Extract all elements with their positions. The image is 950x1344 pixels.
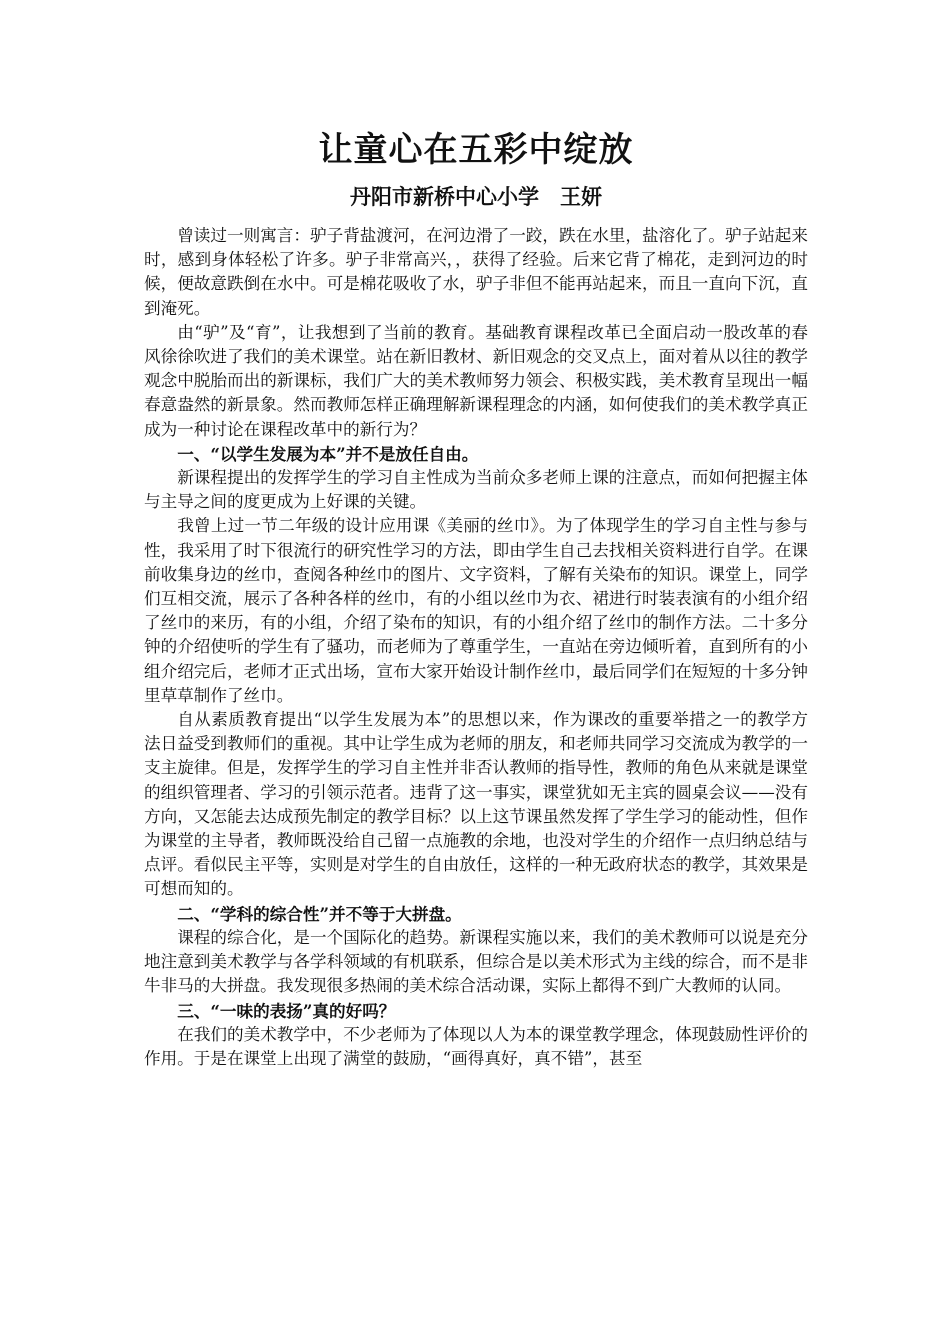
- paragraph-silk-scarf-lesson: 我曾上过一节二年级的设计应用课《美丽的丝巾》。为了体现学生的学习自主性与参与性，我采用了时下很流行的研究性学习的方法，即由学生自己去找相关资料进行自学。在课前收集身边的丝巾，查阅各种丝巾的图片、文字资料，了解有关染布的知识。课堂上，同学们互相交流，展示了各种各样的丝巾，有的小组以丝巾为衣、裙进行时装表演有的小组介绍了丝巾的来历，有的小组，介绍了染布的知识，有的小组介绍了丝巾的制作方法。二十多分钟的介绍使听的学生有了骚功，而老师为了尊重学生，一直站在旁边倾听着，直到所有的小组介绍完后，老师才正式出场，宣布大家开始设计制作丝巾，最后同学们在短短的十多分钟里草草制作了丝巾。: [144, 516, 808, 705]
- paragraph-praise: 在我们的美术教学中，不少老师为了体现以人为本的课堂教学理念，体现鼓励性评价的作用。于是在课堂上出现了满堂的鼓励，“画得真好，真不错”，甚至: [144, 1024, 808, 1068]
- section-heading-1: 一、“以学生发展为本”并不是放任自由。: [177, 443, 479, 464]
- paragraph-fable: 曾读过一则寓言：驴子背盐渡河，在河边滑了一跤，跌在水里，盐溶化了。驴子站起来时，感到身体轻松了许多。驴子非常高兴，，获得了经验。后来它背了棉花，走到河边的时候，便故意跌倒在水中。可是棉花吸收了水，驴子非但不能再站起来，而且一直向下沉，直到淹死。: [144, 226, 808, 318]
- document-body: [144, 126, 808, 1071]
- paragraph-autonomy: 新课程提出的发挥学生的学习自主性成为当前众多老师上课的注意点，而如何把握主体与主导之间的度更成为上好课的关键。: [144, 468, 808, 512]
- author-line: 丹阳市新桥中心小学 王妍: [350, 185, 602, 209]
- paragraph-integration: 课程的综合化，是一个国际化的趋势。新课程实施以来，我们的美术教师可以说是充分地注意到美术教学与各学科领域的有机联系，但综合是以美术形式为主线的综合，而不是非牛非马的大拼盘。我发现很多热闹的美术综合活动课，实际上都得不到广大教师的认同。: [144, 927, 808, 996]
- section-heading-2: 二、“学科的综合性”并不等于大拼盘。: [177, 903, 462, 924]
- section-heading-3: 三、“一味的表扬”真的好吗？: [177, 1000, 396, 1021]
- paragraph-student-centered: 自从素质教育提出“以学生发展为本”的思想以来，作为课改的重要举措之一的教学方法日益受到教师们的重视。其中让学生成为老师的朋友，和老师共同学习交流成为教学的一支主旋律。但是，发挥学生的学习自主性并非否认教师的指导性，教师的角色从来就是课堂的组织管理者、学习的引领示范者。违背了这一事实，课堂犹如无主宾的圆桌会议——没有方向，又怎能去达成预先制定的教学目标？以上这节课虽然发挥了学生学习的能动性，但作为课堂的主导者，教师既没给自己留一点施教的余地，也没对学生的介绍作一点归纳总结与点评。看似民主平等，实则是对学生的自由放任，这样的一种无政府状态的教学，其效果是可想而知的。: [144, 710, 808, 899]
- page-title: 让童心在五彩中绽放: [318, 130, 634, 170]
- paragraph-education-reform: 由“驴”及“育”，让我想到了当前的教育。基础教育课程改革已全面启动一股改革的春风徐徐吹进了我们的美术课堂。站在新旧教材、新旧观念的交叉点上，面对着从以往的教学观念中脱胎而出的新课标，我们广大的美术教师努力领会、积极实践，美术教育呈现出一幅春意盎然的新景象。然而教师怎样正确理解新课程理念的内涵，如何使我们的美术教学真正成为一种讨论在课程改革中的新行为？: [144, 322, 808, 439]
